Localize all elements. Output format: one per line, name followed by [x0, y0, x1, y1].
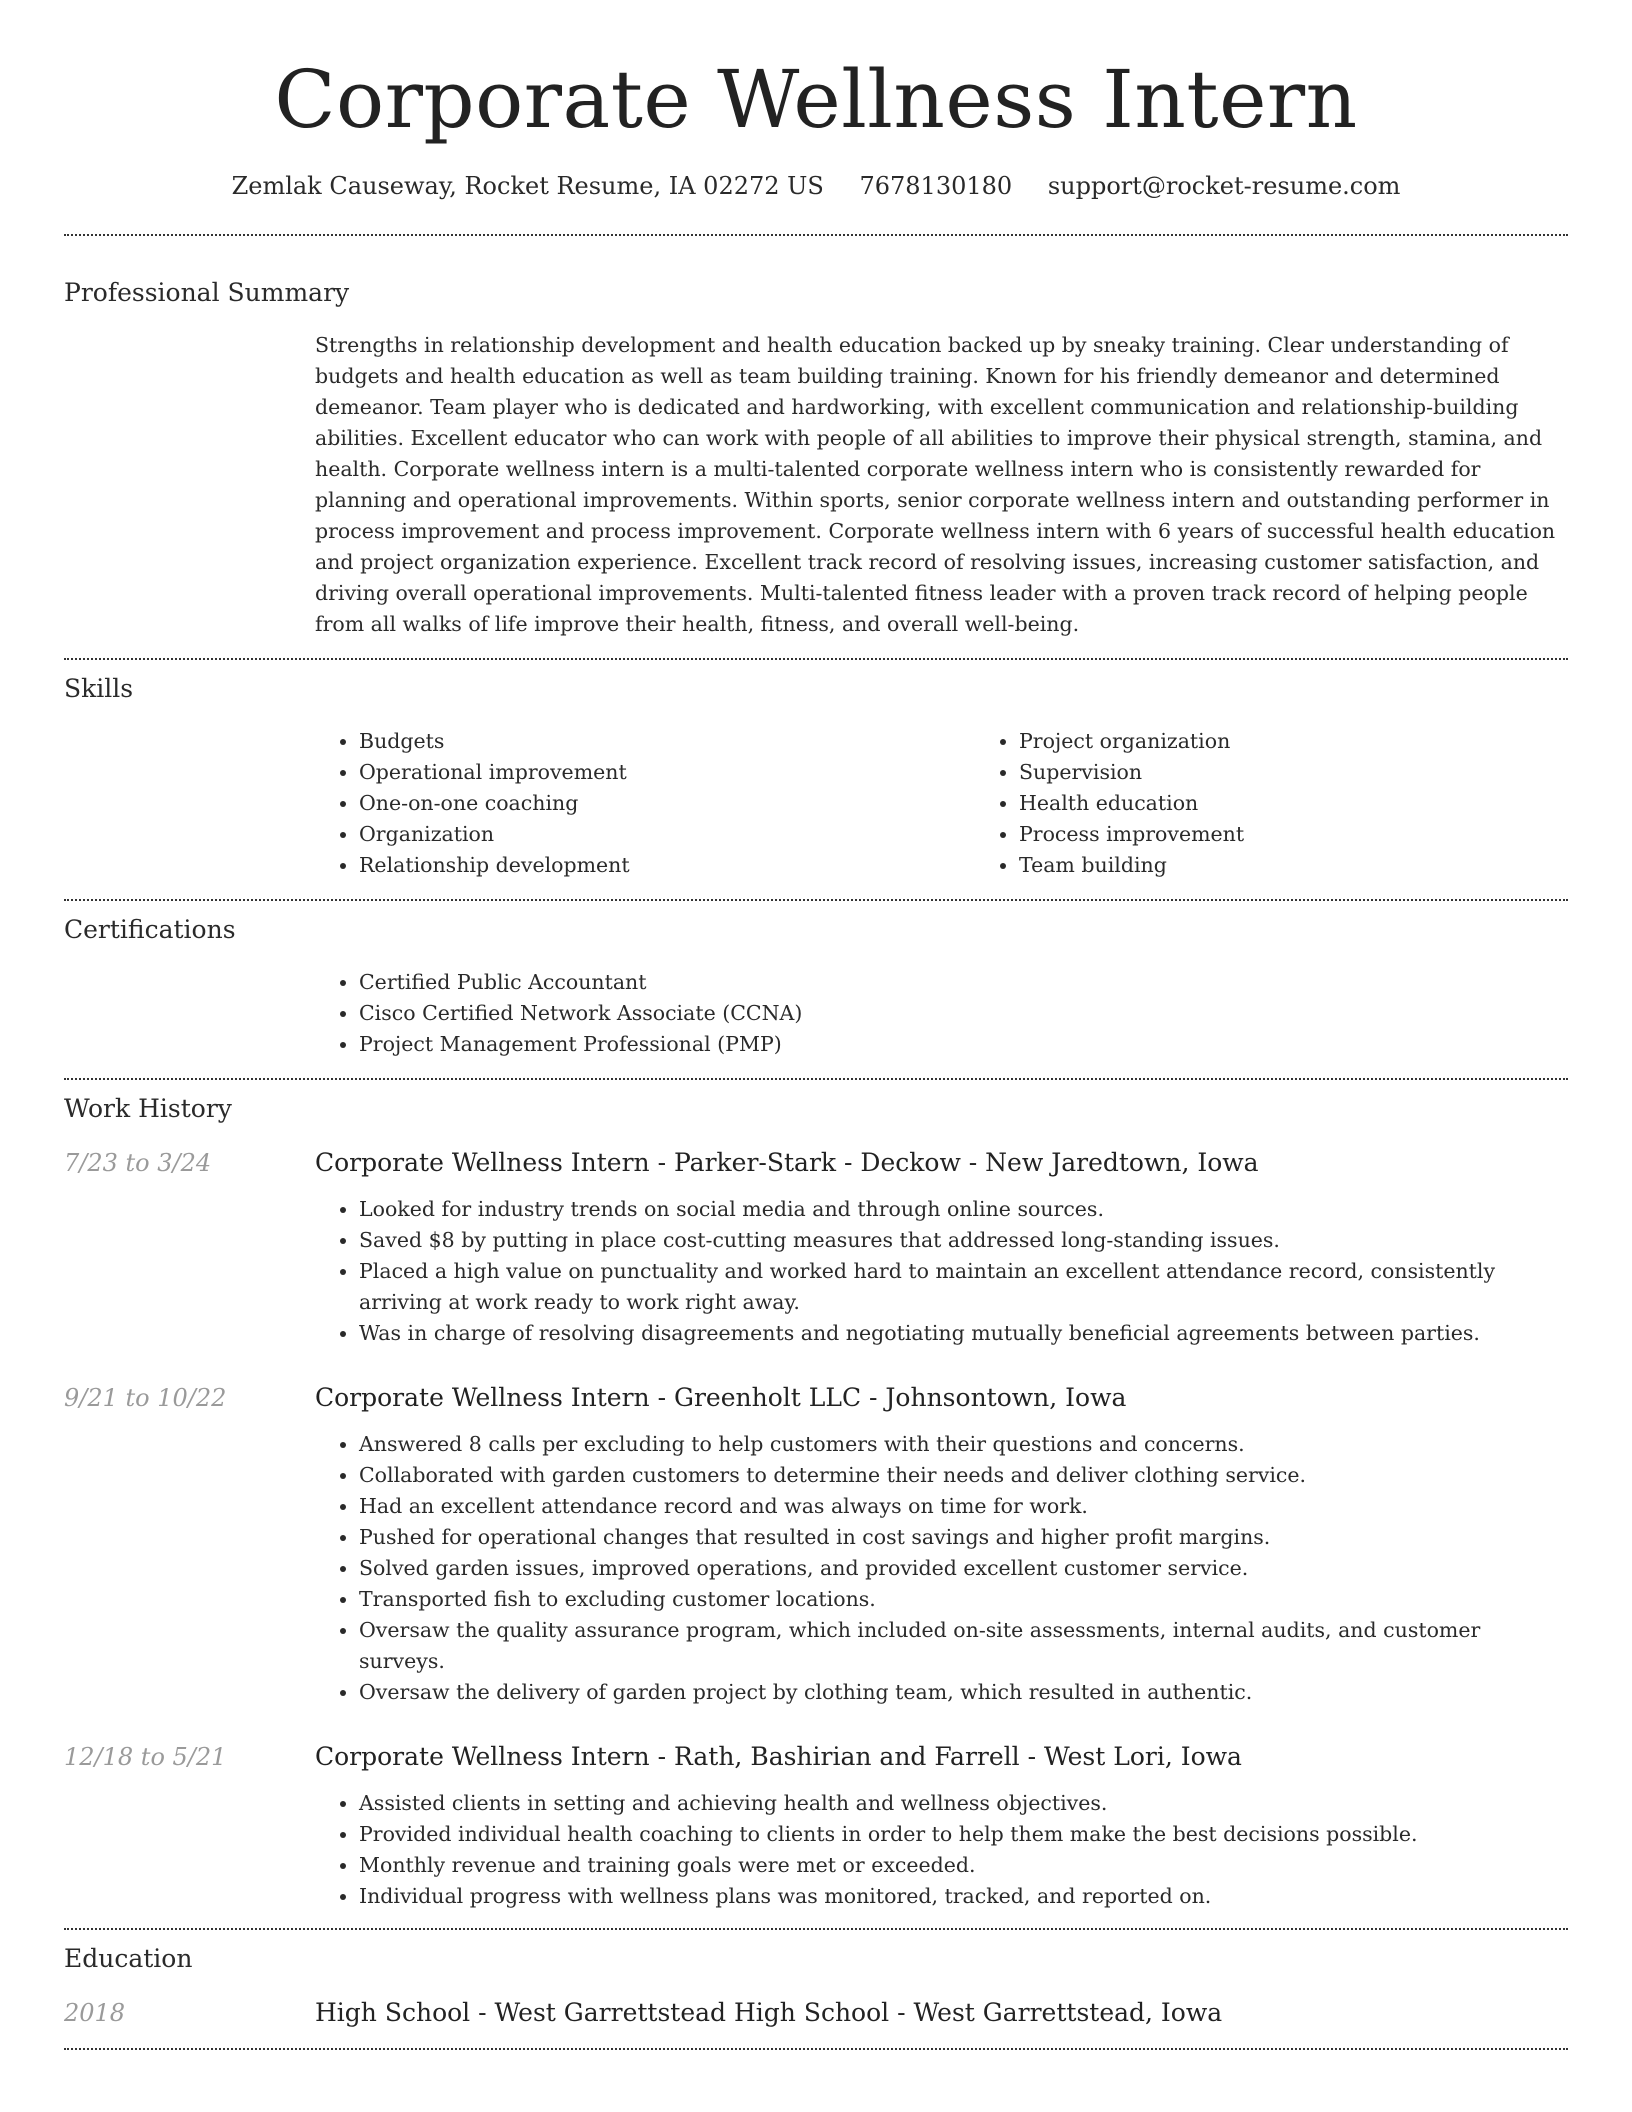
skill-item: • Project organization [1019, 726, 1632, 757]
contact-address: Zemlak Causeway, Rocket Resume, IA 02272 US [231, 172, 824, 200]
skill-item: • Process improvement [1019, 819, 1632, 850]
job-entry [64, 1740, 1568, 1912]
skill-item: • Supervision [1019, 757, 1632, 788]
job-bullet: • Transported fish to excluding customer locations. [359, 1584, 1568, 1615]
summary-section [64, 236, 1568, 658]
education-section [64, 1930, 1568, 2048]
skills-list-right [975, 726, 1632, 881]
job-bullet: • Looked for industry trends on social media and through online sources. [359, 1194, 1568, 1225]
summary-text: Strengths in relationship development and health education backed up by sneaky training. Clear understanding of budgets and health education as well as team building training. Known for his friendly demeanor and determined demeanor. Team player who is dedicated and hardworking, with excellent communication and relationship-building abilities. Excellent educator who can work with people of all abilities to improve their physical strength, stamina, and health. Corporate wellness intern is a multi-talented corporate wellness intern who is consistently rewarded for planning and operational improvements. Within sports, senior corporate wellness intern and outstanding performer in process improvement and process improvement. Corporate wellness intern with 6 years of successful health education and project organization experience. Excellent track record of resolving issues, increasing customer satisfaction, and driving overall operational improvements. Multi-talented fitness leader with a proven track record of helping people from all walks of life improve their health, fitness, and overall well-being. [315, 333, 1556, 636]
skills-heading: Skills [64, 674, 134, 703]
job-bullet: • Solved garden issues, improved operations, and provided excellent customer service. [359, 1553, 1568, 1584]
skill-item: • One-on-one coaching [359, 788, 975, 819]
job-bullet: • Saved $8 by putting in place cost-cutting measures that addressed long-standing issues. [359, 1225, 1568, 1256]
job-title: Corporate Wellness Intern - Greenholt LLC - Johnsontown, Iowa [315, 1383, 1127, 1412]
job-bullet: • Pushed for operational changes that resulted in cost savings and higher profit margins. [359, 1522, 1568, 1553]
certification-item: • Certified Public Accountant [359, 967, 1568, 998]
education-title: High School - West Garrettstead High School - West Garrettstead, Iowa [315, 1998, 1223, 2027]
job-bullet: • Provided individual health coaching to clients in order to help them make the best decisions possible. [359, 1819, 1568, 1850]
job-bullet: • Answered 8 calls per excluding to help customers with their questions and concerns. [359, 1429, 1568, 1460]
job-title: Corporate Wellness Intern - Parker-Stark - Deckow - New Jaredtown, Iowa [315, 1148, 1259, 1177]
skills-list-left [315, 726, 975, 881]
job-bullet-list [315, 1429, 1568, 1708]
job-bullet: • Was in charge of resolving disagreements and negotiating mutually beneficial agreements between parties. [359, 1318, 1568, 1349]
job-title: Corporate Wellness Intern - Rath, Bashirian and Farrell - West Lori, Iowa [315, 1742, 1242, 1771]
job-dates: 7/23 to 3/24 [64, 1149, 212, 1177]
education-heading: Education [64, 1944, 193, 1973]
job-bullet-list [315, 1194, 1568, 1349]
skill-item: • Organization [359, 819, 975, 850]
resume-header [64, 0, 1568, 204]
job-bullet-list [315, 1788, 1568, 1912]
job-bullet: • Individual progress with wellness plans was monitored, tracked, and reported on. [359, 1881, 1568, 1912]
skill-item: • Operational improvement [359, 757, 975, 788]
contact-email: support@rocket-resume.com [1047, 172, 1401, 200]
job-bullet: • Had an excellent attendance record and was always on time for work. [359, 1491, 1568, 1522]
job-dates: 9/21 to 10/22 [64, 1384, 227, 1412]
work-history-heading: Work History [64, 1094, 232, 1123]
job-bullet: • Oversaw the quality assurance program, which included on-site assessments, internal audits, and customer surveys. [359, 1615, 1568, 1677]
job-bullet: • Placed a high value on punctuality and worked hard to maintain an excellent attendance record, consistently arriving at work ready to work right away. [359, 1256, 1568, 1318]
skill-item: • Health education [1019, 788, 1632, 819]
skill-item: • Relationship development [359, 850, 975, 881]
job-bullet: • Oversaw the delivery of garden project by clothing team, which resulted in authentic. [359, 1677, 1568, 1708]
skill-item: • Team building [1019, 850, 1632, 881]
certifications-list [315, 967, 1568, 1060]
education-entry [64, 1996, 1568, 2030]
contact-line [64, 168, 1568, 204]
certifications-section [64, 901, 1568, 1078]
job-bullet: • Assisted clients in setting and achieving health and wellness objectives. [359, 1788, 1568, 1819]
job-entry [64, 1381, 1568, 1708]
certifications-heading: Certifications [64, 915, 236, 944]
skills-section [64, 660, 1568, 899]
section-divider [64, 2048, 1568, 2050]
candidate-name: Corporate Wellness Intern [274, 53, 1358, 146]
skill-item: • Budgets [359, 726, 975, 757]
job-bullet: • Monthly revenue and training goals were met or exceeded. [359, 1850, 1568, 1881]
job-bullet: • Collaborated with garden customers to determine their needs and deliver clothing service. [359, 1460, 1568, 1491]
summary-heading: Professional Summary [64, 278, 350, 307]
certification-item: • Project Management Professional (PMP) [359, 1029, 1568, 1060]
education-date: 2018 [64, 1999, 126, 2027]
work-history-section [64, 1080, 1568, 1928]
certification-item: • Cisco Certified Network Associate (CCNA) [359, 998, 1568, 1029]
job-entry [64, 1146, 1568, 1349]
contact-phone: 7678130180 [859, 172, 1013, 200]
job-dates: 12/18 to 5/21 [64, 1743, 227, 1771]
